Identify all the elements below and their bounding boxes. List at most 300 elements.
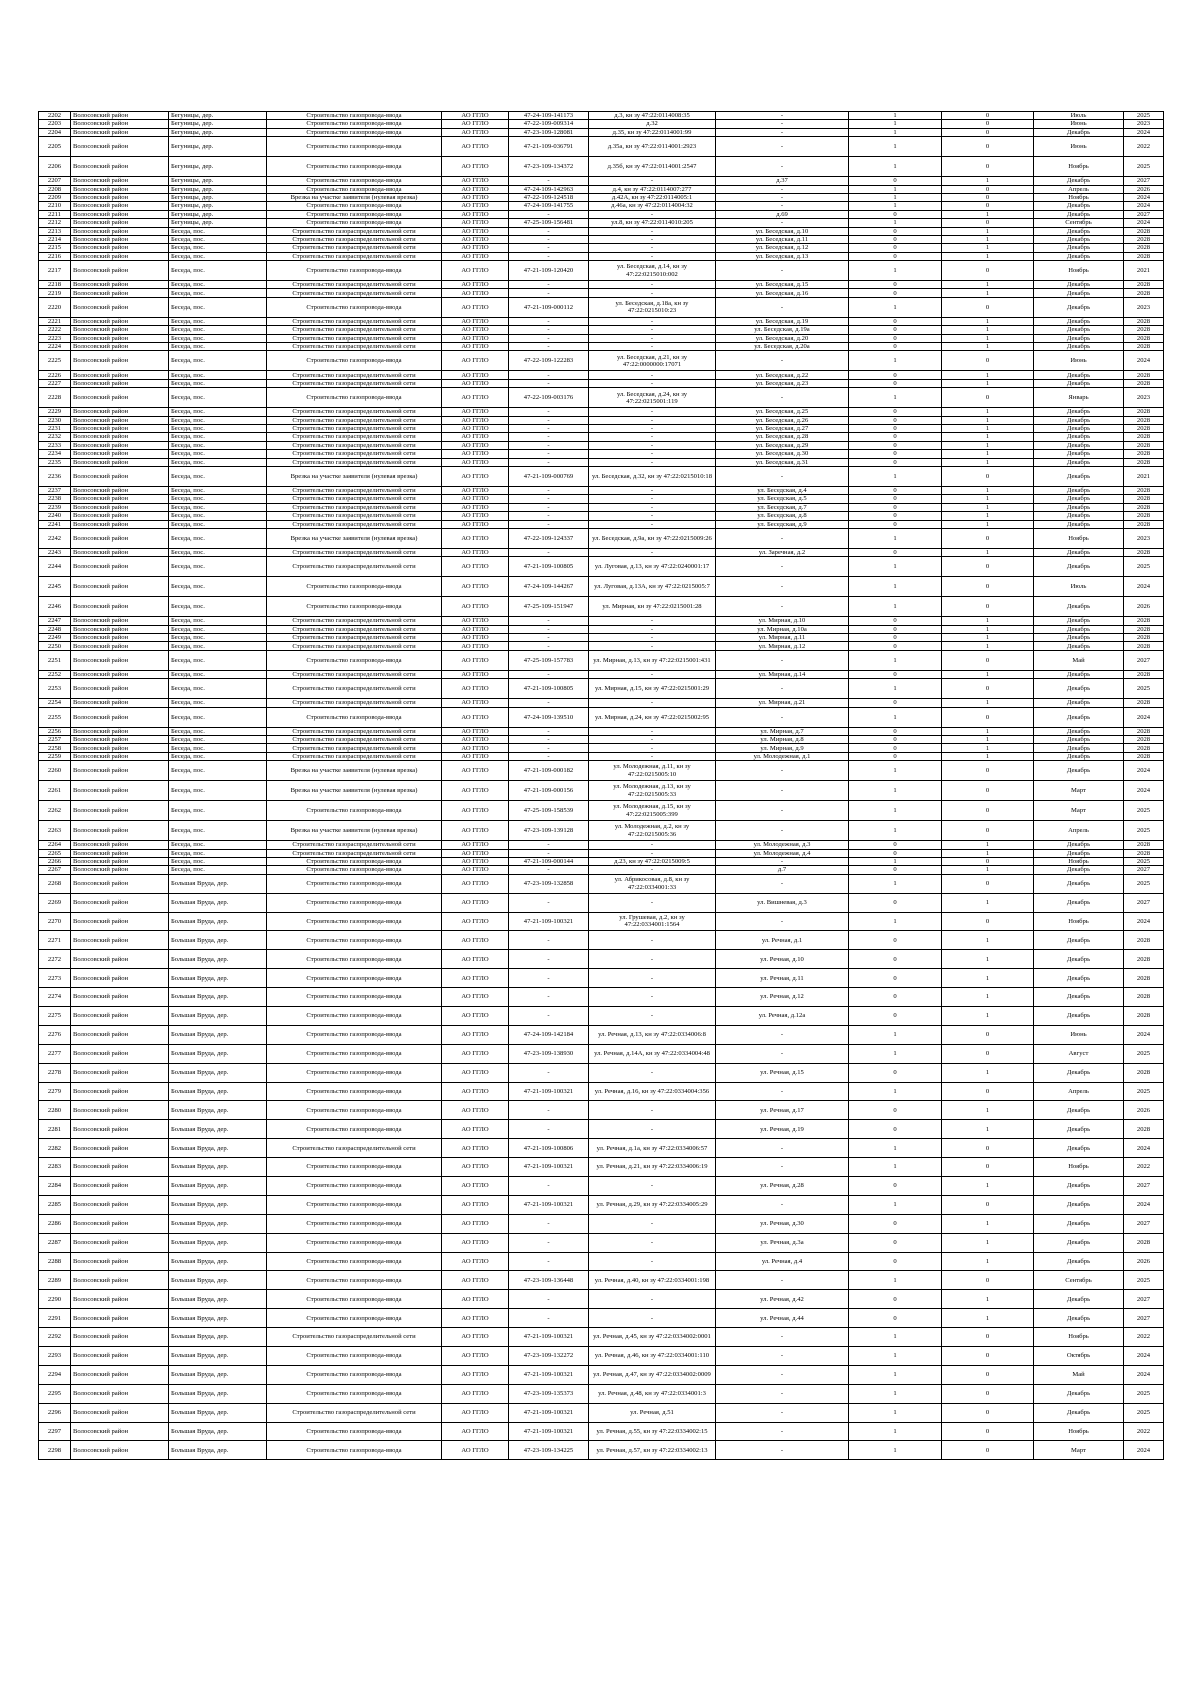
cell-planned-address: -	[716, 1158, 849, 1177]
table-row	[39, 912, 1164, 931]
cell-settlement: Большая Вруда, дер.	[169, 1177, 267, 1196]
cell-operator: АО ГГЛО	[442, 1139, 509, 1158]
cell-count-applications: 1	[849, 577, 942, 597]
cell-planned-address: -	[716, 297, 849, 317]
cell-planned-address: -	[716, 821, 849, 841]
cell-district: Волосовский район	[71, 577, 169, 597]
table-row	[39, 1290, 1164, 1309]
cell-settlement: Большая Вруда, дер.	[169, 1139, 267, 1158]
cell-year: 2028	[1124, 634, 1164, 642]
cell-district: Волосовский район	[71, 1347, 169, 1366]
cell-count-applications: 0	[849, 235, 942, 243]
cell-count-planned: 1	[942, 617, 1034, 625]
cell-row-number: 2205	[39, 137, 71, 157]
cell-planned-address: -	[716, 801, 849, 821]
cell-district: Волосовский район	[71, 334, 169, 342]
cell-count-applications: 0	[849, 727, 942, 735]
table-row	[39, 441, 1164, 449]
cell-count-planned: 1	[942, 450, 1034, 458]
cell-row-number: 2284	[39, 1177, 71, 1196]
cell-count-applications: 1	[849, 781, 942, 801]
cell-row-number: 2228	[39, 388, 71, 408]
cell-address-cadastral: д.35а, кн зу 47:22:0114001:2923	[589, 137, 716, 157]
cell-count-applications: 0	[849, 433, 942, 441]
cell-month: Ноябрь	[1034, 1158, 1124, 1177]
cell-planned-address: д.7	[716, 866, 849, 874]
cell-settlement: Беседа, пос.	[169, 752, 267, 760]
cell-operator: АО ГГЛО	[442, 1214, 509, 1233]
cell-work-type: Строительство газораспределительной сети	[267, 744, 442, 752]
cell-count-applications: 1	[849, 801, 942, 821]
cell-district: Волосовский район	[71, 177, 169, 185]
cell-month: Декабрь	[1034, 486, 1124, 494]
cell-operator: АО ГГЛО	[442, 1177, 509, 1196]
cell-work-type: Строительство газораспределительной сети	[267, 379, 442, 387]
cell-address-cadastral: -	[589, 625, 716, 633]
cell-count-applications: 0	[849, 1120, 942, 1139]
cell-settlement: Большая Вруда, дер.	[169, 1044, 267, 1063]
table-row	[39, 866, 1164, 874]
cell-year: 2028	[1124, 326, 1164, 334]
cell-count-planned: 1	[942, 317, 1034, 325]
cell-count-planned: 1	[942, 235, 1034, 243]
cell-settlement: Большая Вруда, дер.	[169, 912, 267, 931]
cell-count-applications: 1	[849, 202, 942, 210]
cell-row-number: 2222	[39, 326, 71, 334]
cell-settlement: Большая Вруда, дер.	[169, 1195, 267, 1214]
table-row	[39, 781, 1164, 801]
table-row	[39, 950, 1164, 969]
table-row	[39, 528, 1164, 548]
cell-settlement: Беседа, пос.	[169, 699, 267, 707]
cell-application-number: 47-21-109-120420	[509, 261, 589, 281]
cell-operator: АО ГГЛО	[442, 912, 509, 931]
cell-operator: АО ГГЛО	[442, 128, 509, 136]
cell-row-number: 2221	[39, 317, 71, 325]
cell-operator: АО ГГЛО	[442, 520, 509, 528]
cell-row-number: 2273	[39, 969, 71, 988]
cell-count-planned: 0	[942, 1025, 1034, 1044]
cell-month: Декабрь	[1034, 441, 1124, 449]
cell-row-number: 2240	[39, 512, 71, 520]
cell-address-cadastral: ул. Беседская, д.32, кн зу 47:22:0215010:18	[589, 466, 716, 486]
cell-planned-address: ул. Беседская, д.30	[716, 450, 849, 458]
table-row	[39, 416, 1164, 424]
cell-operator: АО ГГЛО	[442, 821, 509, 841]
cell-settlement: Большая Вруда, дер.	[169, 950, 267, 969]
cell-district: Волосовский район	[71, 874, 169, 893]
cell-count-planned: 1	[942, 1252, 1034, 1271]
cell-application-number: -	[509, 177, 589, 185]
cell-count-planned: 0	[942, 1082, 1034, 1101]
cell-planned-address: ул. Беседская, д.15	[716, 281, 849, 289]
cell-count-planned: 1	[942, 634, 1034, 642]
cell-row-number: 2247	[39, 617, 71, 625]
cell-planned-address: -	[716, 597, 849, 617]
cell-application-number: -	[509, 969, 589, 988]
cell-operator: АО ГГЛО	[442, 650, 509, 670]
cell-year: 2025	[1124, 557, 1164, 577]
cell-application-number: 47-25-109-158539	[509, 801, 589, 821]
cell-settlement: Беседа, пос.	[169, 252, 267, 260]
cell-address-cadastral: -	[589, 458, 716, 466]
cell-address-cadastral: д.35, кн зу 47:22:0114001:99	[589, 128, 716, 136]
cell-count-planned: 0	[942, 577, 1034, 597]
cell-operator: АО ГГЛО	[442, 699, 509, 707]
cell-district: Волосовский район	[71, 821, 169, 841]
cell-district: Волосовский район	[71, 1158, 169, 1177]
table-row	[39, 486, 1164, 494]
cell-year: 2028	[1124, 458, 1164, 466]
cell-count-planned: 0	[942, 707, 1034, 727]
cell-planned-address: ул. Речная, д.30	[716, 1214, 849, 1233]
cell-district: Волосовский район	[71, 512, 169, 520]
cell-month: Декабрь	[1034, 177, 1124, 185]
cell-planned-address: ул. Беседская, д.27	[716, 424, 849, 432]
cell-count-applications: 1	[849, 1195, 942, 1214]
cell-settlement: Бегуницы, дер.	[169, 185, 267, 193]
cell-settlement: Беседа, пос.	[169, 297, 267, 317]
table-row	[39, 1101, 1164, 1120]
cell-row-number: 2239	[39, 503, 71, 511]
cell-work-type: Строительство газораспределительной сети	[267, 334, 442, 342]
cell-district: Волосовский район	[71, 210, 169, 218]
cell-application-number: 47-21-109-100321	[509, 1422, 589, 1441]
cell-district: Волосовский район	[71, 450, 169, 458]
table-row	[39, 424, 1164, 432]
cell-count-planned: 0	[942, 597, 1034, 617]
cell-year: 2026	[1124, 597, 1164, 617]
cell-work-type: Строительство газопровода-ввода	[267, 1195, 442, 1214]
cell-settlement: Беседа, пос.	[169, 617, 267, 625]
cell-year: 2028	[1124, 450, 1164, 458]
cell-address-cadastral: ул. Молодежная, д.11, кн зу 47:22:0215005:10	[589, 761, 716, 781]
cell-operator: АО ГГЛО	[442, 137, 509, 157]
cell-operator: АО ГГЛО	[442, 679, 509, 699]
cell-count-planned: 0	[942, 128, 1034, 136]
cell-planned-address: -	[716, 351, 849, 371]
cell-row-number: 2215	[39, 244, 71, 252]
cell-application-number: -	[509, 1120, 589, 1139]
cell-month: Декабрь	[1034, 450, 1124, 458]
cell-application-number: -	[509, 235, 589, 243]
cell-planned-address: -	[716, 261, 849, 281]
cell-year: 2028	[1124, 424, 1164, 432]
cell-month: Декабрь	[1034, 317, 1124, 325]
cell-month: Декабрь	[1034, 866, 1124, 874]
cell-work-type: Строительство газораспределительной сети	[267, 841, 442, 849]
cell-planned-address: ул. Мирная, д.10	[716, 617, 849, 625]
cell-month: Декабрь	[1034, 988, 1124, 1007]
cell-row-number: 2271	[39, 931, 71, 950]
cell-count-planned: 1	[942, 1233, 1034, 1252]
cell-count-applications: 1	[849, 112, 942, 120]
cell-district: Волосовский район	[71, 441, 169, 449]
table-row	[39, 1214, 1164, 1233]
cell-application-number: -	[509, 736, 589, 744]
cell-application-number: -	[509, 520, 589, 528]
cell-row-number: 2234	[39, 450, 71, 458]
cell-planned-address: -	[716, 388, 849, 408]
cell-row-number: 2231	[39, 424, 71, 432]
cell-planned-address: ул. Речная, д.3а	[716, 1233, 849, 1252]
table-row	[39, 128, 1164, 136]
cell-count-planned: 1	[942, 1120, 1034, 1139]
cell-row-number: 2266	[39, 857, 71, 865]
cell-application-number: -	[509, 1290, 589, 1309]
cell-application-number: -	[509, 893, 589, 912]
cell-application-number: 47-21-109-100321	[509, 1328, 589, 1347]
cell-count-applications: 1	[849, 874, 942, 893]
cell-district: Волосовский район	[71, 157, 169, 177]
cell-planned-address: -	[716, 112, 849, 120]
cell-district: Волосовский район	[71, 727, 169, 735]
cell-district: Волосовский район	[71, 1365, 169, 1384]
cell-district: Волосовский район	[71, 1233, 169, 1252]
cell-row-number: 2211	[39, 210, 71, 218]
cell-count-applications: 1	[849, 821, 942, 841]
cell-month: Декабрь	[1034, 281, 1124, 289]
cell-address-cadastral: -	[589, 326, 716, 334]
cell-count-applications: 0	[849, 441, 942, 449]
cell-year: 2024	[1124, 128, 1164, 136]
cell-year: 2024	[1124, 193, 1164, 201]
cell-settlement: Беседа, пос.	[169, 326, 267, 334]
cell-month: Декабрь	[1034, 458, 1124, 466]
cell-year: 2028	[1124, 486, 1164, 494]
cell-row-number: 2256	[39, 727, 71, 735]
cell-count-applications: 1	[849, 1422, 942, 1441]
cell-month: Декабрь	[1034, 289, 1124, 297]
cell-settlement: Большая Вруда, дер.	[169, 1252, 267, 1271]
table-row	[39, 503, 1164, 511]
cell-district: Волосовский район	[71, 219, 169, 227]
cell-count-planned: 1	[942, 931, 1034, 950]
cell-application-number: -	[509, 548, 589, 556]
cell-count-applications: 1	[849, 137, 942, 157]
cell-operator: АО ГГЛО	[442, 893, 509, 912]
cell-work-type: Строительство газораспределительной сети	[267, 699, 442, 707]
cell-application-number: -	[509, 317, 589, 325]
table-row	[39, 1025, 1164, 1044]
cell-settlement: Бегуницы, дер.	[169, 137, 267, 157]
cell-planned-address: ул. Беседская, д.19	[716, 317, 849, 325]
cell-application-number: -	[509, 441, 589, 449]
cell-row-number: 2275	[39, 1006, 71, 1025]
cell-year: 2028	[1124, 244, 1164, 252]
cell-count-planned: 1	[942, 520, 1034, 528]
cell-year: 2025	[1124, 1403, 1164, 1422]
cell-month: Декабрь	[1034, 744, 1124, 752]
cell-year: 2028	[1124, 379, 1164, 387]
cell-year: 2027	[1124, 1214, 1164, 1233]
cell-row-number: 2203	[39, 120, 71, 128]
cell-year: 2025	[1124, 679, 1164, 699]
cell-count-planned: 1	[942, 424, 1034, 432]
cell-planned-address: ул. Беседская, д.23	[716, 379, 849, 387]
cell-operator: АО ГГЛО	[442, 670, 509, 678]
cell-operator: АО ГГЛО	[442, 193, 509, 201]
cell-count-applications: 0	[849, 699, 942, 707]
cell-month: Декабрь	[1034, 466, 1124, 486]
cell-row-number: 2208	[39, 185, 71, 193]
cell-settlement: Беседа, пос.	[169, 557, 267, 577]
cell-address-cadastral: -	[589, 634, 716, 642]
cell-count-applications: 0	[849, 371, 942, 379]
cell-month: Март	[1034, 801, 1124, 821]
cell-row-number: 2227	[39, 379, 71, 387]
cell-count-applications: 1	[849, 528, 942, 548]
table-row	[39, 281, 1164, 289]
cell-district: Волосовский район	[71, 950, 169, 969]
cell-address-cadastral: -	[589, 433, 716, 441]
cell-count-applications: 0	[849, 1233, 942, 1252]
cell-year: 2024	[1124, 912, 1164, 931]
cell-settlement: Беседа, пос.	[169, 634, 267, 642]
cell-month: Август	[1034, 1044, 1124, 1063]
cell-work-type: Строительство газораспределительной сети	[267, 670, 442, 678]
cell-year: 2025	[1124, 874, 1164, 893]
cell-work-type: Строительство газораспределительной сети	[267, 424, 442, 432]
cell-application-number: -	[509, 1309, 589, 1328]
table-row	[39, 185, 1164, 193]
cell-address-cadastral: -	[589, 1233, 716, 1252]
cell-month: Декабрь	[1034, 371, 1124, 379]
cell-operator: АО ГГЛО	[442, 458, 509, 466]
cell-planned-address: -	[716, 157, 849, 177]
cell-work-type: Строительство газораспределительной сети	[267, 1139, 442, 1158]
cell-planned-address: ул. Речная, д.1	[716, 931, 849, 950]
cell-year: 2025	[1124, 1384, 1164, 1403]
cell-district: Волосовский район	[71, 752, 169, 760]
cell-district: Волосовский район	[71, 128, 169, 136]
cell-address-cadastral: ул. Речная, д.16, кн зу 47:22:0334004:356	[589, 1082, 716, 1101]
table-row	[39, 736, 1164, 744]
cell-work-type: Строительство газораспределительной сети	[267, 486, 442, 494]
table-row	[39, 893, 1164, 912]
cell-row-number: 2258	[39, 744, 71, 752]
cell-address-cadastral: -	[589, 1101, 716, 1120]
cell-count-applications: 0	[849, 931, 942, 950]
cell-row-number: 2263	[39, 821, 71, 841]
cell-year: 2028	[1124, 317, 1164, 325]
cell-planned-address: ул. Речная, д.28	[716, 1177, 849, 1196]
cell-work-type: Строительство газопровода-ввода	[267, 950, 442, 969]
cell-operator: АО ГГЛО	[442, 548, 509, 556]
cell-operator: АО ГГЛО	[442, 1158, 509, 1177]
cell-application-number: 47-21-109-100805	[509, 557, 589, 577]
cell-work-type: Строительство газопровода-ввода	[267, 1082, 442, 1101]
cell-address-cadastral: -	[589, 548, 716, 556]
cell-settlement: Беседа, пос.	[169, 466, 267, 486]
cell-planned-address: д.69	[716, 210, 849, 218]
cell-district: Волосовский район	[71, 744, 169, 752]
cell-count-applications: 1	[849, 1139, 942, 1158]
cell-row-number: 2283	[39, 1158, 71, 1177]
cell-row-number: 2278	[39, 1063, 71, 1082]
cell-application-number: 47-23-109-136448	[509, 1271, 589, 1290]
cell-month: Декабрь	[1034, 752, 1124, 760]
cell-year: 2024	[1124, 577, 1164, 597]
cell-address-cadastral: ул. Речная, д.1а, кн зу 47:22:0334006:57	[589, 1139, 716, 1158]
cell-operator: АО ГГЛО	[442, 120, 509, 128]
cell-district: Волосовский район	[71, 849, 169, 857]
cell-address-cadastral: ул.8, кн зу 47:22:0114010:205	[589, 219, 716, 227]
cell-district: Волосовский район	[71, 1195, 169, 1214]
cell-planned-address: -	[716, 202, 849, 210]
cell-count-applications: 1	[849, 185, 942, 193]
cell-district: Волосовский район	[71, 1328, 169, 1347]
cell-planned-address: -	[716, 1139, 849, 1158]
cell-row-number: 2204	[39, 128, 71, 136]
cell-settlement: Большая Вруда, дер.	[169, 1063, 267, 1082]
cell-address-cadastral: -	[589, 1309, 716, 1328]
cell-year: 2025	[1124, 1271, 1164, 1290]
cell-count-planned: 1	[942, 252, 1034, 260]
cell-month: Декабрь	[1034, 235, 1124, 243]
cell-work-type: Строительство газопровода-ввода	[267, 351, 442, 371]
cell-year: 2027	[1124, 177, 1164, 185]
cell-operator: АО ГГЛО	[442, 235, 509, 243]
cell-work-type: Строительство газораспределительной сети	[267, 343, 442, 351]
cell-settlement: Беседа, пос.	[169, 244, 267, 252]
cell-planned-address: ул. Беседская, д.22	[716, 371, 849, 379]
cell-district: Волосовский район	[71, 408, 169, 416]
cell-count-planned: 1	[942, 416, 1034, 424]
cell-work-type: Строительство газораспределительной сети	[267, 617, 442, 625]
table-row	[39, 634, 1164, 642]
cell-application-number: -	[509, 849, 589, 857]
cell-address-cadastral: ул. Абрикосовая, д.8, кн зу 47:22:0334001:33	[589, 874, 716, 893]
cell-settlement: Бегуницы, дер.	[169, 120, 267, 128]
cell-month: Декабрь	[1034, 520, 1124, 528]
cell-year: 2028	[1124, 1120, 1164, 1139]
cell-application-number: 47-21-109-100805	[509, 679, 589, 699]
cell-count-planned: 0	[942, 261, 1034, 281]
cell-month: Декабрь	[1034, 1290, 1124, 1309]
table-row	[39, 1044, 1164, 1063]
cell-work-type: Строительство газораспределительной сети	[267, 433, 442, 441]
cell-year: 2028	[1124, 289, 1164, 297]
cell-application-number: -	[509, 841, 589, 849]
cell-district: Волосовский район	[71, 625, 169, 633]
cell-operator: АО ГГЛО	[442, 1063, 509, 1082]
cell-operator: АО ГГЛО	[442, 289, 509, 297]
cell-month: Декабрь	[1034, 634, 1124, 642]
cell-count-applications: 0	[849, 744, 942, 752]
cell-address-cadastral: -	[589, 371, 716, 379]
cell-settlement: Беседа, пос.	[169, 761, 267, 781]
cell-district: Волосовский район	[71, 1290, 169, 1309]
cell-work-type: Строительство газопровода-ввода	[267, 157, 442, 177]
cell-application-number: -	[509, 642, 589, 650]
cell-district: Волосовский район	[71, 1139, 169, 1158]
cell-settlement: Беседа, пос.	[169, 503, 267, 511]
cell-work-type: Строительство газораспределительной сети	[267, 557, 442, 577]
cell-address-cadastral: ул. Речная, д.45, кн зу 47:22:0334002:0001	[589, 1328, 716, 1347]
cell-address-cadastral: -	[589, 334, 716, 342]
cell-application-number: -	[509, 1214, 589, 1233]
cell-district: Волосовский район	[71, 503, 169, 511]
cell-address-cadastral: -	[589, 379, 716, 387]
cell-application-number: -	[509, 210, 589, 218]
cell-settlement: Большая Вруда, дер.	[169, 1365, 267, 1384]
cell-operator: АО ГГЛО	[442, 317, 509, 325]
cell-district: Волосовский район	[71, 931, 169, 950]
cell-application-number: -	[509, 424, 589, 432]
cell-planned-address: ул. Беседская, д.8	[716, 512, 849, 520]
cell-work-type: Строительство газораспределительной сети	[267, 512, 442, 520]
